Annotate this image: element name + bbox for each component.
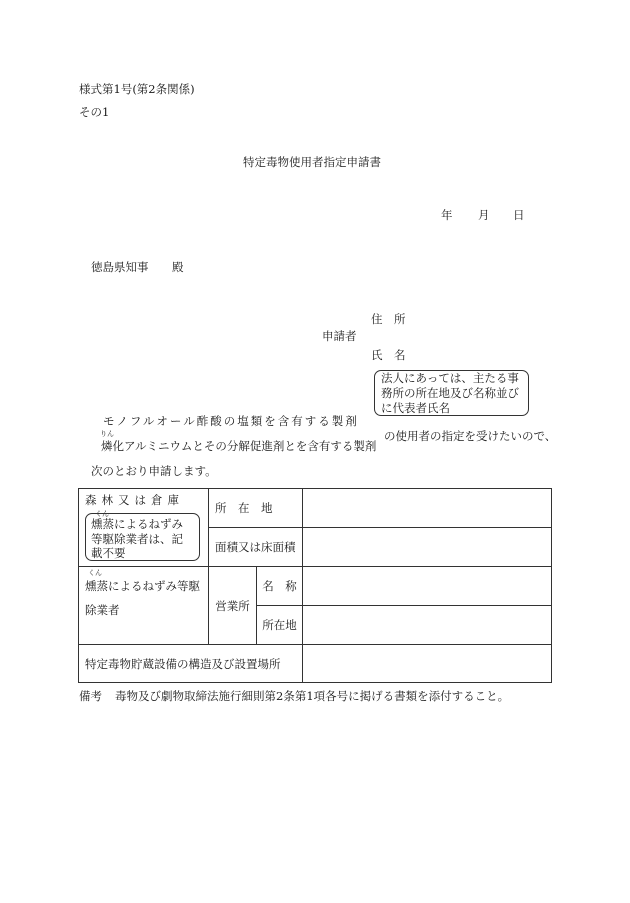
product-line2: 燐化アルミニウムとその分解促進剤とを含有する製剤 [101, 439, 377, 453]
date-year: 年 [441, 208, 453, 222]
applicant-address-label: 住 所 [371, 312, 406, 326]
area-label-cell [209, 528, 303, 567]
office-label: 営業所 [215, 598, 250, 613]
form-number: 様式第1号(第2条関係) [79, 82, 195, 96]
corporate-note-line2: 務所の所在地及び名称並び [381, 386, 519, 400]
date-month: 月 [478, 208, 490, 222]
area-input-cell[interactable] [303, 528, 552, 567]
addressee-name: 徳島県知事 [91, 260, 149, 274]
location-label: 所 在 地 [215, 501, 273, 515]
storage-label: 特定毒物貯蔵設備の構造及び設置場所 [85, 656, 281, 671]
product-line1: モノフルオール酢酸の塩類を含有する製剤 [103, 414, 359, 428]
forest-note-line1: 燻蒸によるねずみ [91, 517, 183, 531]
body-line3: 次のとおり申請します。 [91, 464, 217, 478]
location-input-cell[interactable] [303, 489, 552, 528]
office-name-input-cell[interactable] [303, 567, 552, 606]
office-location-label-cell [257, 606, 303, 645]
forest-note-line2: 等駆除業者は、記 [91, 532, 183, 546]
location-label-cell [209, 489, 303, 528]
corporate-note-line1: 法人にあっては、主たる事 [381, 371, 519, 385]
fumigator-line2: 除業者 [85, 603, 120, 617]
applicant-name-label: 氏 名 [371, 348, 406, 362]
remarks-label: 備考 [79, 689, 102, 703]
ruby-kun-1: くん [95, 510, 109, 518]
office-location-input-cell[interactable] [303, 606, 552, 645]
office-location-label: 所在地 [262, 618, 297, 632]
ruby-kun-2: くん [88, 569, 102, 577]
ruby-rin: りん [100, 430, 114, 438]
fumigator-line1: 燻蒸によるねずみ等駆 [85, 579, 200, 593]
document-title: 特定毒物使用者指定申請書 [243, 155, 381, 169]
office-name-label-cell [257, 567, 303, 606]
corporate-note-line3: に代表者氏名 [381, 401, 450, 415]
fumigator-cell [79, 567, 209, 645]
date-day: 日 [513, 208, 525, 222]
office-label-cell [209, 567, 257, 645]
form-sub-number: その1 [79, 105, 110, 119]
area-label: 面積又は床面積 [215, 540, 296, 554]
forest-warehouse-cell [79, 489, 209, 567]
forest-label: 森林又は倉庫 [85, 493, 184, 507]
application-table [78, 488, 552, 683]
storage-input-cell[interactable] [303, 645, 552, 683]
forest-note-line3: 載不要 [91, 546, 126, 560]
office-name-label: 名 称 [262, 579, 297, 593]
remarks-text: 毒物及び劇物取締法施行細則第2条第1項各号に掲げる書類を添付すること。 [115, 689, 510, 703]
applicant-label: 申請者 [322, 329, 357, 343]
addressee-honorific: 殿 [172, 260, 184, 274]
storage-label-cell [79, 645, 303, 683]
body-suffix: の使用者の指定を受けたいので、 [384, 429, 557, 443]
